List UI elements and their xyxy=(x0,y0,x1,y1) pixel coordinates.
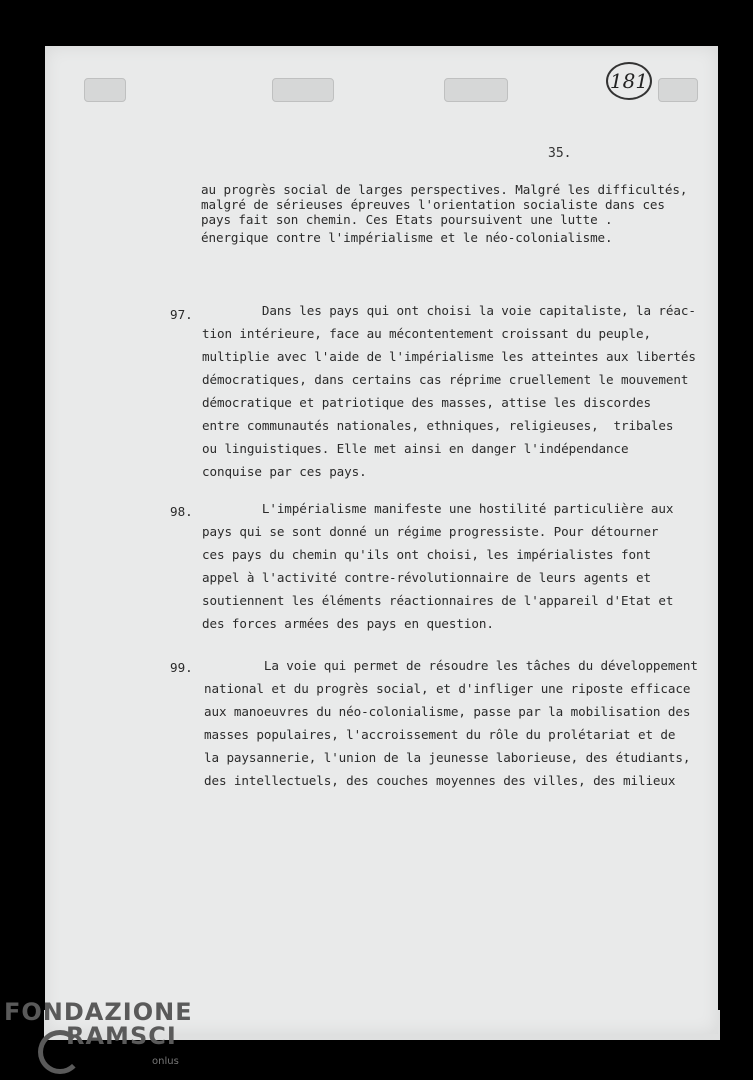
text-line: la paysannerie, l'union de la jeunesse laborieuse, des étudiants, xyxy=(204,750,691,765)
fondazione-gramsci-watermark xyxy=(4,998,193,1067)
text-line: national et du progrès social, et d'infliger une riposte efficace xyxy=(204,681,691,696)
intro-paragraph xyxy=(201,182,687,245)
text-line: multiplie avec l'aide de l'impérialisme les atteintes aux libertés xyxy=(202,349,696,364)
text-line: démocratiques, dans certains cas réprime cruellement le mouvement xyxy=(202,372,689,387)
text-line: appel à l'activité contre-révolutionnaire de leurs agents et xyxy=(202,570,651,585)
text-line: entre communautés nationales, ethniques, religieuses, tribales xyxy=(202,418,674,433)
binder-clip xyxy=(272,78,334,102)
text-line: malgré de sérieuses épreuves l'orientation socialiste dans ces xyxy=(201,197,665,212)
paragraph-99 xyxy=(204,654,698,792)
watermark-line: FONDAZIONE xyxy=(4,998,193,1026)
text-line: La voie qui permet de résoudre les tâches du développement xyxy=(204,658,698,673)
text-line: conquise par ces pays. xyxy=(202,464,367,479)
text-line: ces pays du chemin qu'ils ont choisi, les impérialistes font xyxy=(202,547,651,562)
watermark-line: onlus xyxy=(152,1056,179,1067)
paragraph-number: 97. xyxy=(170,307,193,322)
text-line: aux manoeuvres du néo-colonialisme, passe par la mobilisation des xyxy=(204,704,691,719)
g-logo-icon xyxy=(38,1030,82,1074)
text-line: ou linguistiques. Elle met ainsi en danger l'indépendance xyxy=(202,441,629,456)
text-line: tion intérieure, face au mécontentement croissant du peuple, xyxy=(202,326,651,341)
watermark-line: RAMSCI xyxy=(66,1022,177,1050)
text-line: soutiennent les éléments réactionnaires de l'appareil d'Etat et xyxy=(202,593,674,608)
paragraph-98 xyxy=(202,497,673,635)
binder-clip xyxy=(658,78,698,102)
text-line: démocratique et patriotique des masses, attise les discordes xyxy=(202,395,651,410)
text-line: L'impérialisme manifeste une hostilité particulière aux xyxy=(202,501,674,516)
paragraph-number: 99. xyxy=(170,660,193,675)
text-line: Dans les pays qui ont choisi la voie capitaliste, la réac- xyxy=(202,303,696,318)
text-line: pays fait son chemin. Ces Etats poursuivent une lutte . xyxy=(201,212,613,227)
paragraph-97 xyxy=(202,299,696,483)
text-line: des forces armées des pays en question. xyxy=(202,616,494,631)
text-line: masses populaires, l'accroissement du rôle du prolétariat et de xyxy=(204,727,676,742)
binder-clip xyxy=(444,78,508,102)
text-line: pays qui se sont donné un régime progressiste. Pour détourner xyxy=(202,524,659,539)
text-line: au progrès social de larges perspectives. Malgré les difficultés, xyxy=(201,182,688,197)
binder-clip xyxy=(84,78,126,102)
archive-number: 181 xyxy=(606,62,652,100)
page-number: 35. xyxy=(548,146,572,161)
text-line: énergique contre l'impérialisme et le néo-colonialisme. xyxy=(201,230,613,245)
text-line: des intellectuels, des couches moyennes des villes, des milieux xyxy=(204,773,676,788)
paragraph-number: 98. xyxy=(170,504,193,519)
